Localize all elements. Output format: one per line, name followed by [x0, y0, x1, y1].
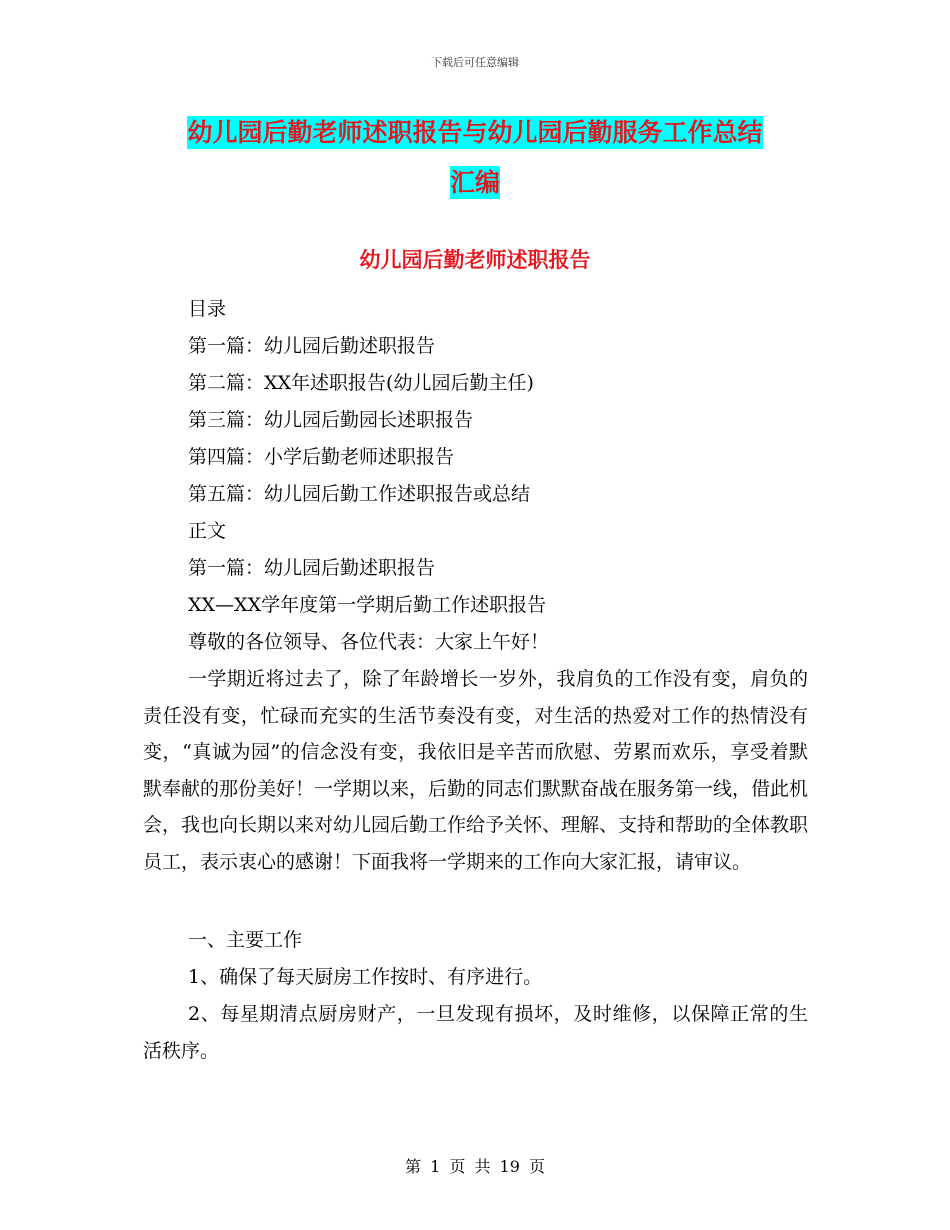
body-heading: 正文	[188, 520, 227, 542]
page-footer: 第 1 页 共 19 页	[405, 1157, 545, 1176]
main-title-line2: 汇编	[449, 168, 500, 197]
main-title	[150, 108, 800, 208]
chapter-title: 第一篇：幼儿园后勤述职报告	[188, 557, 436, 579]
toc-item: 第一篇：幼儿园后勤述职报告	[188, 335, 436, 357]
report-title: XX—XX学年度第一学期后勤工作述职报告	[188, 594, 547, 616]
toc-heading: 目录	[188, 298, 227, 320]
toc-item: 第五篇：幼儿园后勤工作述职报告或总结	[188, 483, 531, 505]
greeting: 尊敬的各位领导、各位代表：大家上午好！	[188, 631, 550, 653]
list-item: 2、每星期清点厨房财产，一旦发现有损坏，及时维修，以保障正常的生活秩序。	[143, 1003, 808, 1062]
toc-item: 第二篇：XX年述职报告(幼儿园后勤主任)	[188, 372, 534, 394]
sub-title: 幼儿园后勤老师述职报告	[359, 248, 591, 272]
toc-item: 第四篇：小学后勤老师述职报告	[188, 446, 455, 468]
main-title-line1: 幼儿园后勤老师述职报告与幼儿园后勤服务工作总结	[187, 118, 763, 147]
toc-item: 第三篇：幼儿园后勤园长述职报告	[188, 409, 474, 431]
section-heading: 一、主要工作	[188, 929, 303, 951]
list-item: 1、确保了每天厨房工作按时、有序进行。	[188, 966, 543, 988]
body-paragraph: 一学期近将过去了，除了年龄增长一岁外，我肩负的工作没有变，肩负的责任没有变，忙碌而充实的生活节奏没有变，对生活的热爱对工作的热情没有变，“真诚为园”的信念没有变，我依旧是辛苦而欣慰、劳累而欢乐，享受着默默奉献的那份美好！一学期以来，后勤的同志们默默奋战在服务第一线，借此机会，我也向长期以来对幼儿园后勤工作给予关怀、理解、支持和帮助的全体教职员工，表示衷心的感谢！下面我将一学期来的工作向大家汇报，请审议。	[143, 668, 809, 873]
header-note: 下载后可任意编辑	[431, 56, 519, 69]
